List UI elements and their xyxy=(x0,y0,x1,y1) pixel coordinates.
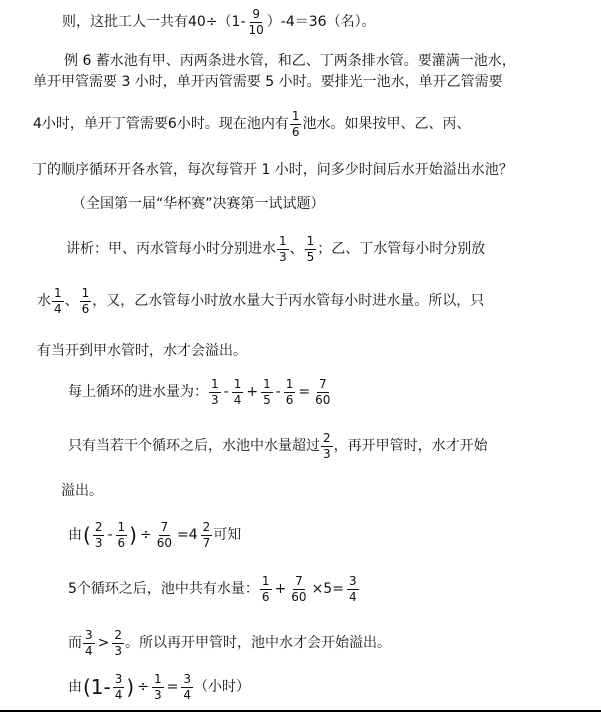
line-13: 由 ( $\frac{2}{3}$ - $\frac{1}{6}$ ) ÷ $\frac{7}{60}$ =4 $\frac{2}{7}$ 可知 xyxy=(68,520,242,550)
fraction: $\frac{2}{3}$ xyxy=(114,628,123,658)
line-1-text-a: 则，这批工人一共有40÷（1- xyxy=(62,14,246,31)
line-3: 单开甲管需要 3 小时，单开丙管需要 5 小时。要排光一池水，单开乙管需要 xyxy=(33,74,503,90)
fraction: $\frac{1}{6}$ xyxy=(261,574,270,604)
line-9: 有当开到甲水管时，水才会溢出。 xyxy=(37,343,247,359)
line-2: 例 6 蓄水池有甲、丙两条进水管，和乙、丁两条排水管。要灌满一池水， xyxy=(64,53,516,69)
fraction: $\frac{9}{10}$ xyxy=(248,7,264,37)
fraction: $\frac{7}{60}$ xyxy=(315,377,331,407)
bottom-border xyxy=(0,710,601,712)
line-14: 5个循环之后，池中共有水量： $\frac{1}{6}$ + $\frac{7}{60}$ ×5= $\frac{3}{4}$ xyxy=(68,574,357,604)
line-10: 每上循环的进水量为： $\frac{1}{3}$ - $\frac{1}{4}$ + $\frac{1}{5}$ - $\frac{1}{6}$ = $\frac{7}{60}$ xyxy=(68,377,331,407)
fraction: $\frac{1}{6}$ xyxy=(291,109,300,139)
fraction: $\frac{1}{3}$ xyxy=(153,672,162,702)
fraction: $\frac{3}{4}$ xyxy=(85,628,93,658)
fraction: $\frac{7}{60}$ xyxy=(156,520,172,550)
line-16: 由 (1- $\frac{3}{4}$ ) ÷ $\frac{1}{3}$ = $\frac{3}{4}$ （小时） xyxy=(68,672,250,702)
fraction: $\frac{1}{3}$ xyxy=(279,234,287,264)
fraction: $\frac{3}{4}$ xyxy=(183,672,191,702)
fraction: $\frac{2}{3}$ xyxy=(323,431,331,461)
fraction: $\frac{1}{5}$ xyxy=(263,377,271,407)
line-5: 丁的顺序循环开各水管，每次每管开 1 小时，问多少时间后水开始溢出水池？ xyxy=(33,162,513,178)
line-1-text-b: ）-4＝36（名）。 xyxy=(266,14,376,31)
fraction: $\frac{1}{4}$ xyxy=(54,286,62,316)
line-8: 水 $\frac{1}{4}$ 、 $\frac{1}{6}$ ，又，乙水管每小时放水量大于丙水管每小时进水量。所以，只 xyxy=(37,286,485,316)
fraction: $\frac{2}{7}$ xyxy=(202,520,211,550)
line-12: 溢出。 xyxy=(61,483,103,499)
fraction: $\frac{1}{5}$ xyxy=(306,234,315,264)
line-7: 讲析：甲、丙水管每小时分别进水 $\frac{1}{3}$ 、 $\frac{1}{5}$ ；乙、丁水管每小时分别放 xyxy=(66,234,486,264)
fraction: $\frac{1}{6}$ xyxy=(285,377,294,407)
line-6: （全国第一届“华杯赛”决赛第一试试题） xyxy=(72,196,325,212)
line-15: 而 $\frac{3}{4}$ > $\frac{2}{3}$ 。所以再开甲管时，池中水才会开始溢出。 xyxy=(68,628,392,658)
fraction: $\frac{3}{4}$ xyxy=(348,574,357,604)
fraction: $\frac{3}{4}$ xyxy=(114,672,123,702)
line-1 xyxy=(62,8,376,36)
line-4: 4小时，单开丁管需要6小时。现在池内有 $\frac{1}{6}$ 池水。如果按甲、乙、丙、 xyxy=(33,109,471,139)
line-11: 只有当若干个循环之后，水池中水量超过 $\frac{2}{3}$ ，再开甲管时，水才开始 xyxy=(68,431,488,461)
fraction: $\frac{2}{3}$ xyxy=(94,520,103,550)
fraction: $\frac{1}{6}$ xyxy=(81,286,90,316)
fraction: $\frac{1}{4}$ xyxy=(233,377,242,407)
fraction: $\frac{1}{6}$ xyxy=(117,520,126,550)
fraction: $\frac{7}{60}$ xyxy=(291,574,307,604)
fraction: $\frac{1}{3}$ xyxy=(211,377,219,407)
